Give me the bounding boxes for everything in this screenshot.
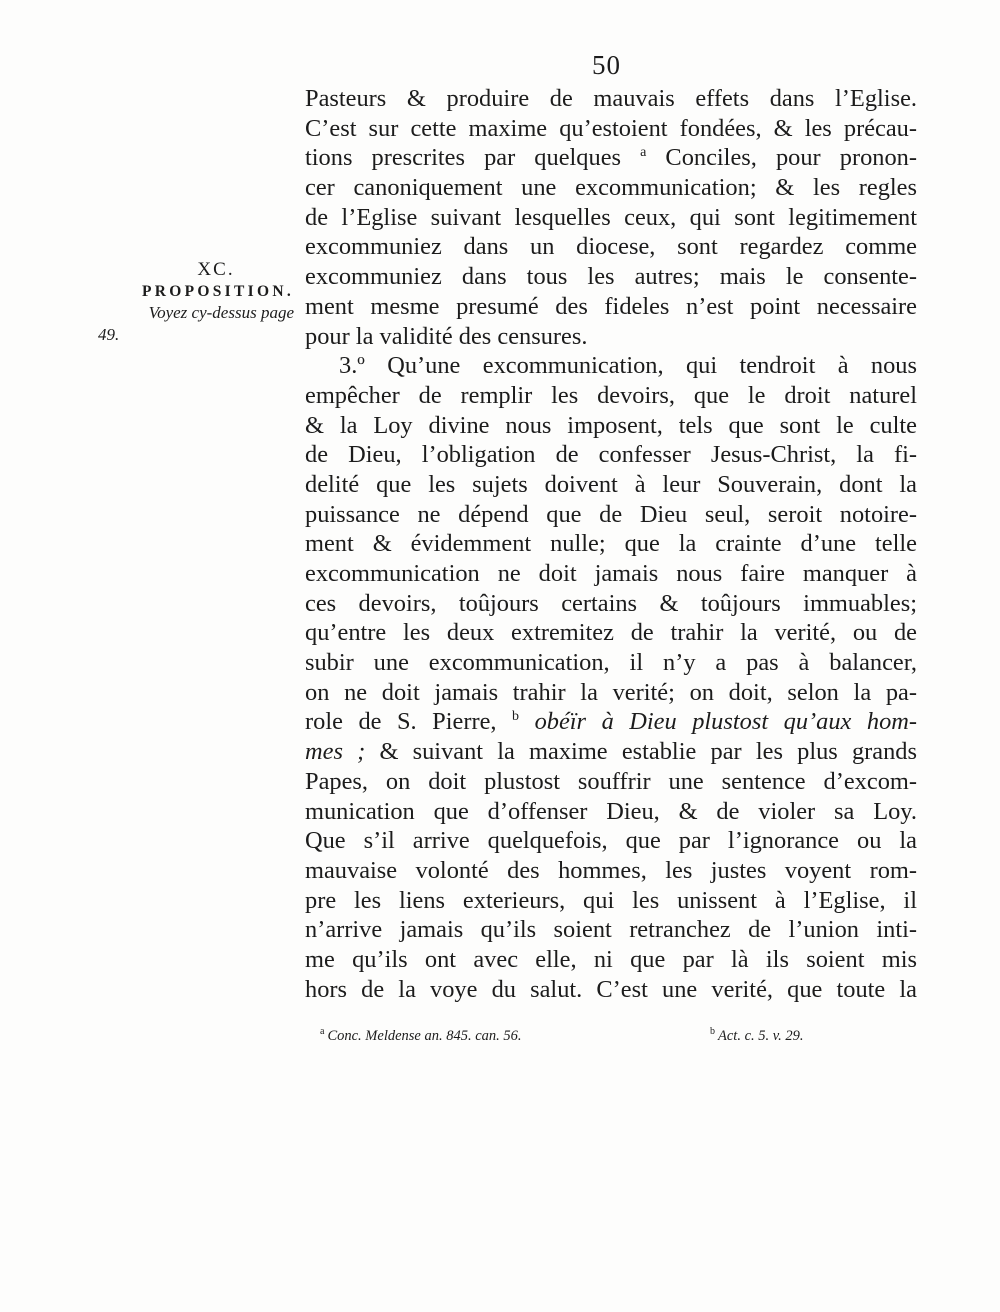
scripture-quote: mes ; [305,738,366,766]
margin-note-label: PROPOSITION. [142,283,294,300]
text-line: qu’entre les deux extremitez de trahir la verité, ou de [305,619,917,647]
text-line [305,737,917,767]
text-fragment: Conciles, pour pronon- [665,144,917,172]
footnote-a-text: Conc. Meldense an. 845. can. 56. [327,1027,522,1044]
text-fragment: tions prescrites par quelques [305,144,622,172]
text-line: de Dieu, l’obligation de confesser Jesus-Christ, la fi- [305,441,917,469]
margin-note-number: XC. [197,259,235,280]
page-number: 50 [592,50,621,80]
footnote-b [710,1026,804,1045]
text-fragment: role de S. Pierre, [305,708,497,736]
text-line: mauvaise volonté des hommes, les justes voyent rom- [305,856,917,884]
text-line: delité que les sujets doivent à leur Souverain, dont la [305,470,917,498]
text-line: C’est sur cette maxime qu’estoient fondées, & les précau- [305,114,917,142]
footnote-b-mark: b [710,1026,715,1037]
text-line: Papes, on doit plustost souffrir une sentence d’excom- [305,767,917,795]
text-line: & la Loy divine nous imposent, tels que sont le culte [305,411,917,439]
scripture-quote: obéïr à Dieu plustost qu’aux hom- [534,708,917,736]
text-line: cer canoniquement une excommunication; & les regles [305,174,917,202]
text-line: excommunication ne doit jamais nous faire manquer à [305,560,917,587]
footnote-a [320,1026,522,1045]
margin-note-reference: Voyez cy-dessus page [148,303,294,322]
text-line: pour la validité des censures. [305,322,588,350]
footnote-mark-a: a [640,145,647,161]
footnote-mark-b: b [512,709,520,725]
body-text [305,84,917,1004]
text-line: ment mesme presumé des fideles n’est point necessaire [305,292,917,320]
text-line: excommuniez dans un diocese, sont regardez comme [305,233,917,261]
margin-note-reference-page: 49. [98,325,120,344]
text-line: ment & évidemment nulle; que la crainte d’une telle [305,530,917,558]
text-fragment: & suivant la maxime establie par les plus grands [379,738,917,766]
text-line: on ne doit jamais trahir la verité; on doit, selon la pa- [305,678,917,706]
margin-note [98,258,294,346]
text-line: Que s’il arrive quelquefois, que par l’ignorance ou la [305,827,917,855]
text-line: 3.º Qu’une excommunication, qui tendroit à nous [339,352,917,380]
text-line: puissance ne dépend que de Dieu seul, seroit notoire- [305,500,917,528]
text-line: pre les liens exterieurs, qui les unissent à l’Eglise, il [305,886,917,914]
text-line: empêcher de remplir les devoirs, que le droit naturel [305,381,917,409]
text-line: excommuniez dans tous les autres; mais le consente- [305,263,917,291]
text-line [305,707,917,737]
text-line: Pasteurs & produire de mauvais effets dans l’Eglise. [305,85,917,112]
text-line: ces devoirs, toûjours certains & toûjours immuables; [305,589,917,617]
text-line: subir une excommunication, il n’y a pas à balancer, [305,649,917,677]
footnote-b-text: Act. c. 5. v. 29. [718,1027,804,1044]
text-line: de l’Eglise suivant lesquelles ceux, qui sont legitimement [305,203,917,231]
text-line: hors de la voye du salut. C’est une verité, que toute la [305,975,917,1003]
footnote-a-mark: a [320,1026,325,1037]
text-line: me qu’ils ont avec elle, ni que par là ils soient mis [305,945,917,973]
text-line: n’arrive jamais qu’ils soient retranchez de l’union inti- [305,916,917,944]
text-line: munication que d’offenser Dieu, & de violer sa Loy. [305,797,917,825]
text-line [305,143,917,173]
